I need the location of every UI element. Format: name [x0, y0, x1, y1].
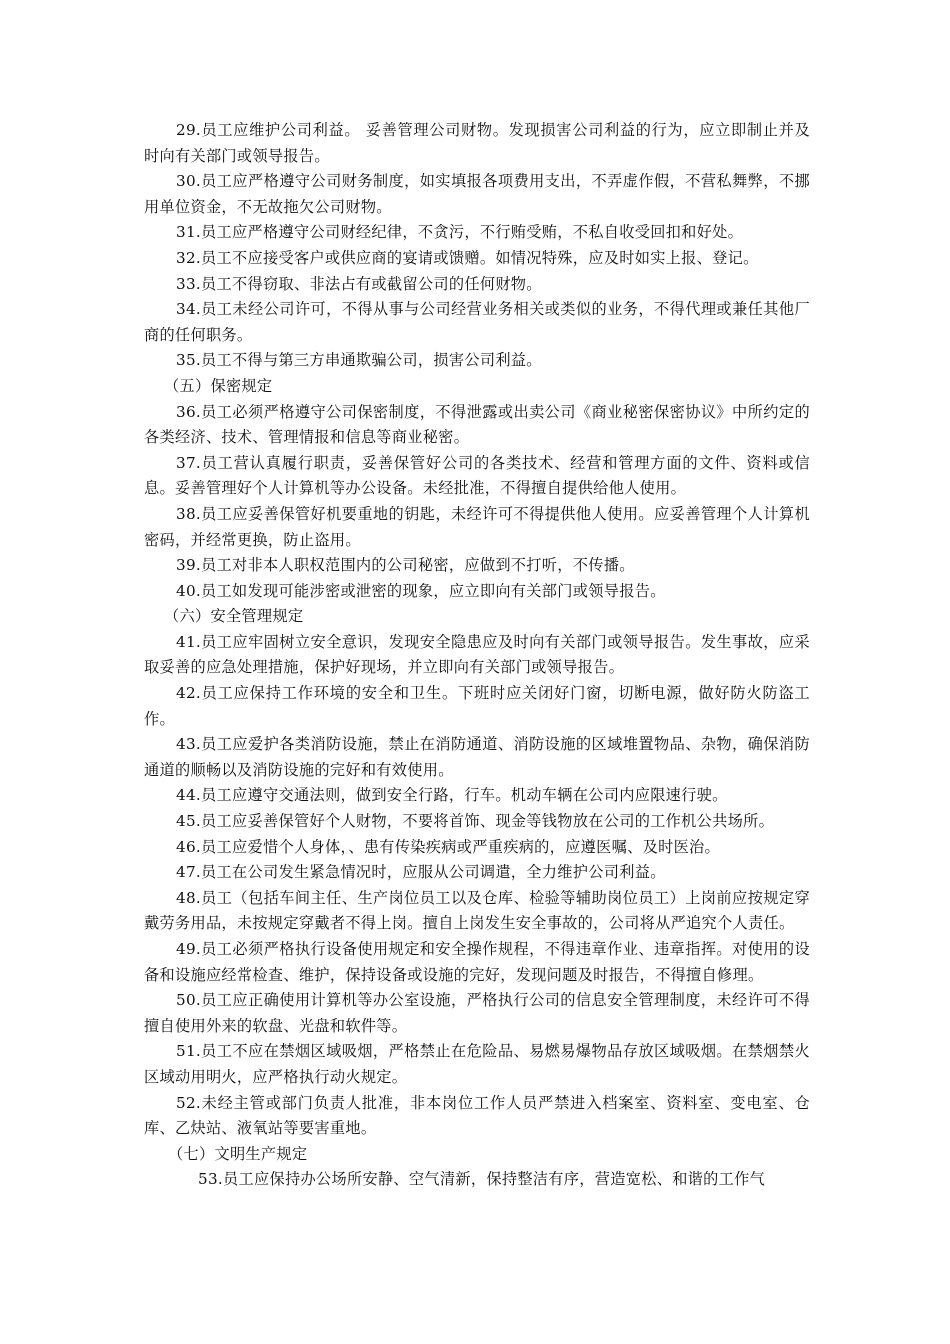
clause-32: 32.员工不应接受客户或供应商的宴请或馈赠。如情况特殊，应及时如实上报、登记。 — [176, 248, 759, 267]
section-heading-confidentiality: （五）保密规定 — [164, 376, 273, 395]
clause-48: 48.员工（包括车间主任、生产岗位员工以及仓库、检验等辅助岗位员工）上岗前应按规定穿戴劳务用品，未按规定穿戴者不得上岗。擅自上岗发生安全事故的，公司将从严追究个人责任。 — [144, 888, 810, 933]
clause-46: 46.员工应爱惜个人身体，、患有传染疾病或严重疾病的，应遵医嘱、及时医治。 — [176, 837, 721, 856]
clause-39: 39.员工对非本人职权范围内的公司秘密，应做到不打听，不传播。 — [176, 556, 635, 575]
clause-37: 37.员工营认真履行职责，妥善保管好公司的各类技术、经营和管理方面的文件、资料或信息。妥善管理好个人计算机等办公设备。未经批准，不得擅自提供给他人使用。 — [144, 453, 810, 498]
clause-29: 29.员工应维护公司利益。 妥善管理公司财物。发现损害公司利益的行为，应立即制止并及时向有关部门或领导报告。 — [144, 121, 810, 165]
clause-40: 40.员工如发现可能涉密或泄密的现象，应立即向有关部门或领导报告。 — [176, 581, 666, 600]
section-heading-civilized-production: （七）文明生产规定 — [168, 1144, 308, 1163]
clause-31: 31.员工应严格遵守公司财经纪律，不贪污，不行贿受贿，不私自收受回扣和好处。 — [176, 223, 744, 242]
clause-45: 45.员工应妥善保管好个人财物，不要将首饰、现金等钱物放在公司的工作机公共场所。 — [176, 812, 775, 831]
clause-50: 50.员工应正确使用计算机等办公室设施，严格执行公司的信息安全管理制度，未经许可不得擅自使用外来的软盘、光盘和软件等。 — [144, 991, 810, 1035]
clause-30: 30.员工应严格遵守公司财务制度，如实填报各项费用支出，不弄虚作假，不营私舞弊，不挪用单位资金，不无故拖欠公司财物。 — [144, 172, 810, 216]
section-heading-safety: （六）安全管理规定 — [164, 607, 304, 626]
clause-42: 42.员工应保持工作环境的安全和卫生。下班时应关闭好门窗，切断电源，做好防火防盗工作。 — [144, 684, 810, 728]
clause-35: 35.员工不得与第三方串通欺骗公司，损害公司利益。 — [176, 351, 542, 370]
clause-33: 33.员工不得窃取、非法占有或截留公司的任何财物。 — [176, 274, 542, 293]
clause-34: 34.员工未经公司许可，不得从事与公司经营业务相关或类似的业务，不得代理或兼任其他厂商的任何职务。 — [144, 300, 810, 344]
clause-52: 52.未经主管或部门负责人批准，非本岗位工作人员严禁进入档案室、资料室、变电室、仓库、乙炔站、液氧站等要害重地。 — [144, 1093, 810, 1138]
clause-36: 36.员工必须严格遵守公司保密制度，不得泄露或出卖公司《商业秘密保密协议》中所约定的各类经济、技术、管理情报和信息等商业秘密。 — [144, 402, 810, 447]
clause-44: 44.员工应遵守交通法则，做到安全行路，行车。机动车辆在公司内应限速行驶。 — [176, 786, 728, 805]
clause-43: 43.员工应爱护各类消防设施，禁止在消防通道、消防设施的区域堆置物品、杂物，确保消防通道的顺畅以及消防设施的完好和有效使用。 — [144, 735, 810, 779]
clause-49: 49.员工必须严格执行设备使用规定和安全操作规程，不得违章作业、违章指挥。对使用的设备和设施应经常检查、维护，保持设备或设施的完好，发现问题及时报告，不得擅自修理。 — [144, 940, 810, 984]
document-page — [144, 118, 810, 1193]
clause-41: 41.员工应牢固树立安全意识，发现安全隐患应及时向有关部门或领导报告。发生事故，应采取妥善的应急处理措施，保护好现场，并立即向有关部门或领导报告。 — [144, 632, 810, 677]
clause-38: 38.员工应妥善保管好机要重地的钥匙，未经许可不得提供他人使用。应妥善管理个人计算机密码，并经常更换，防止盗用。 — [144, 504, 810, 549]
clause-51: 51.员工不应在禁烟区域吸烟，严格禁止在危险品、易燃易爆物品存放区域吸烟。在禁烟禁火区域动用明火，应严格执行动火规定。 — [144, 1042, 810, 1086]
clause-47: 47.员工在公司发生紧急情况时，应服从公司调遣，全力维护公司利益。 — [176, 863, 666, 882]
clause-53: 53.员工应保持办公场所安静、空气清新，保持整洁有序，营造宽松、和谐的工作气 — [198, 1170, 766, 1189]
